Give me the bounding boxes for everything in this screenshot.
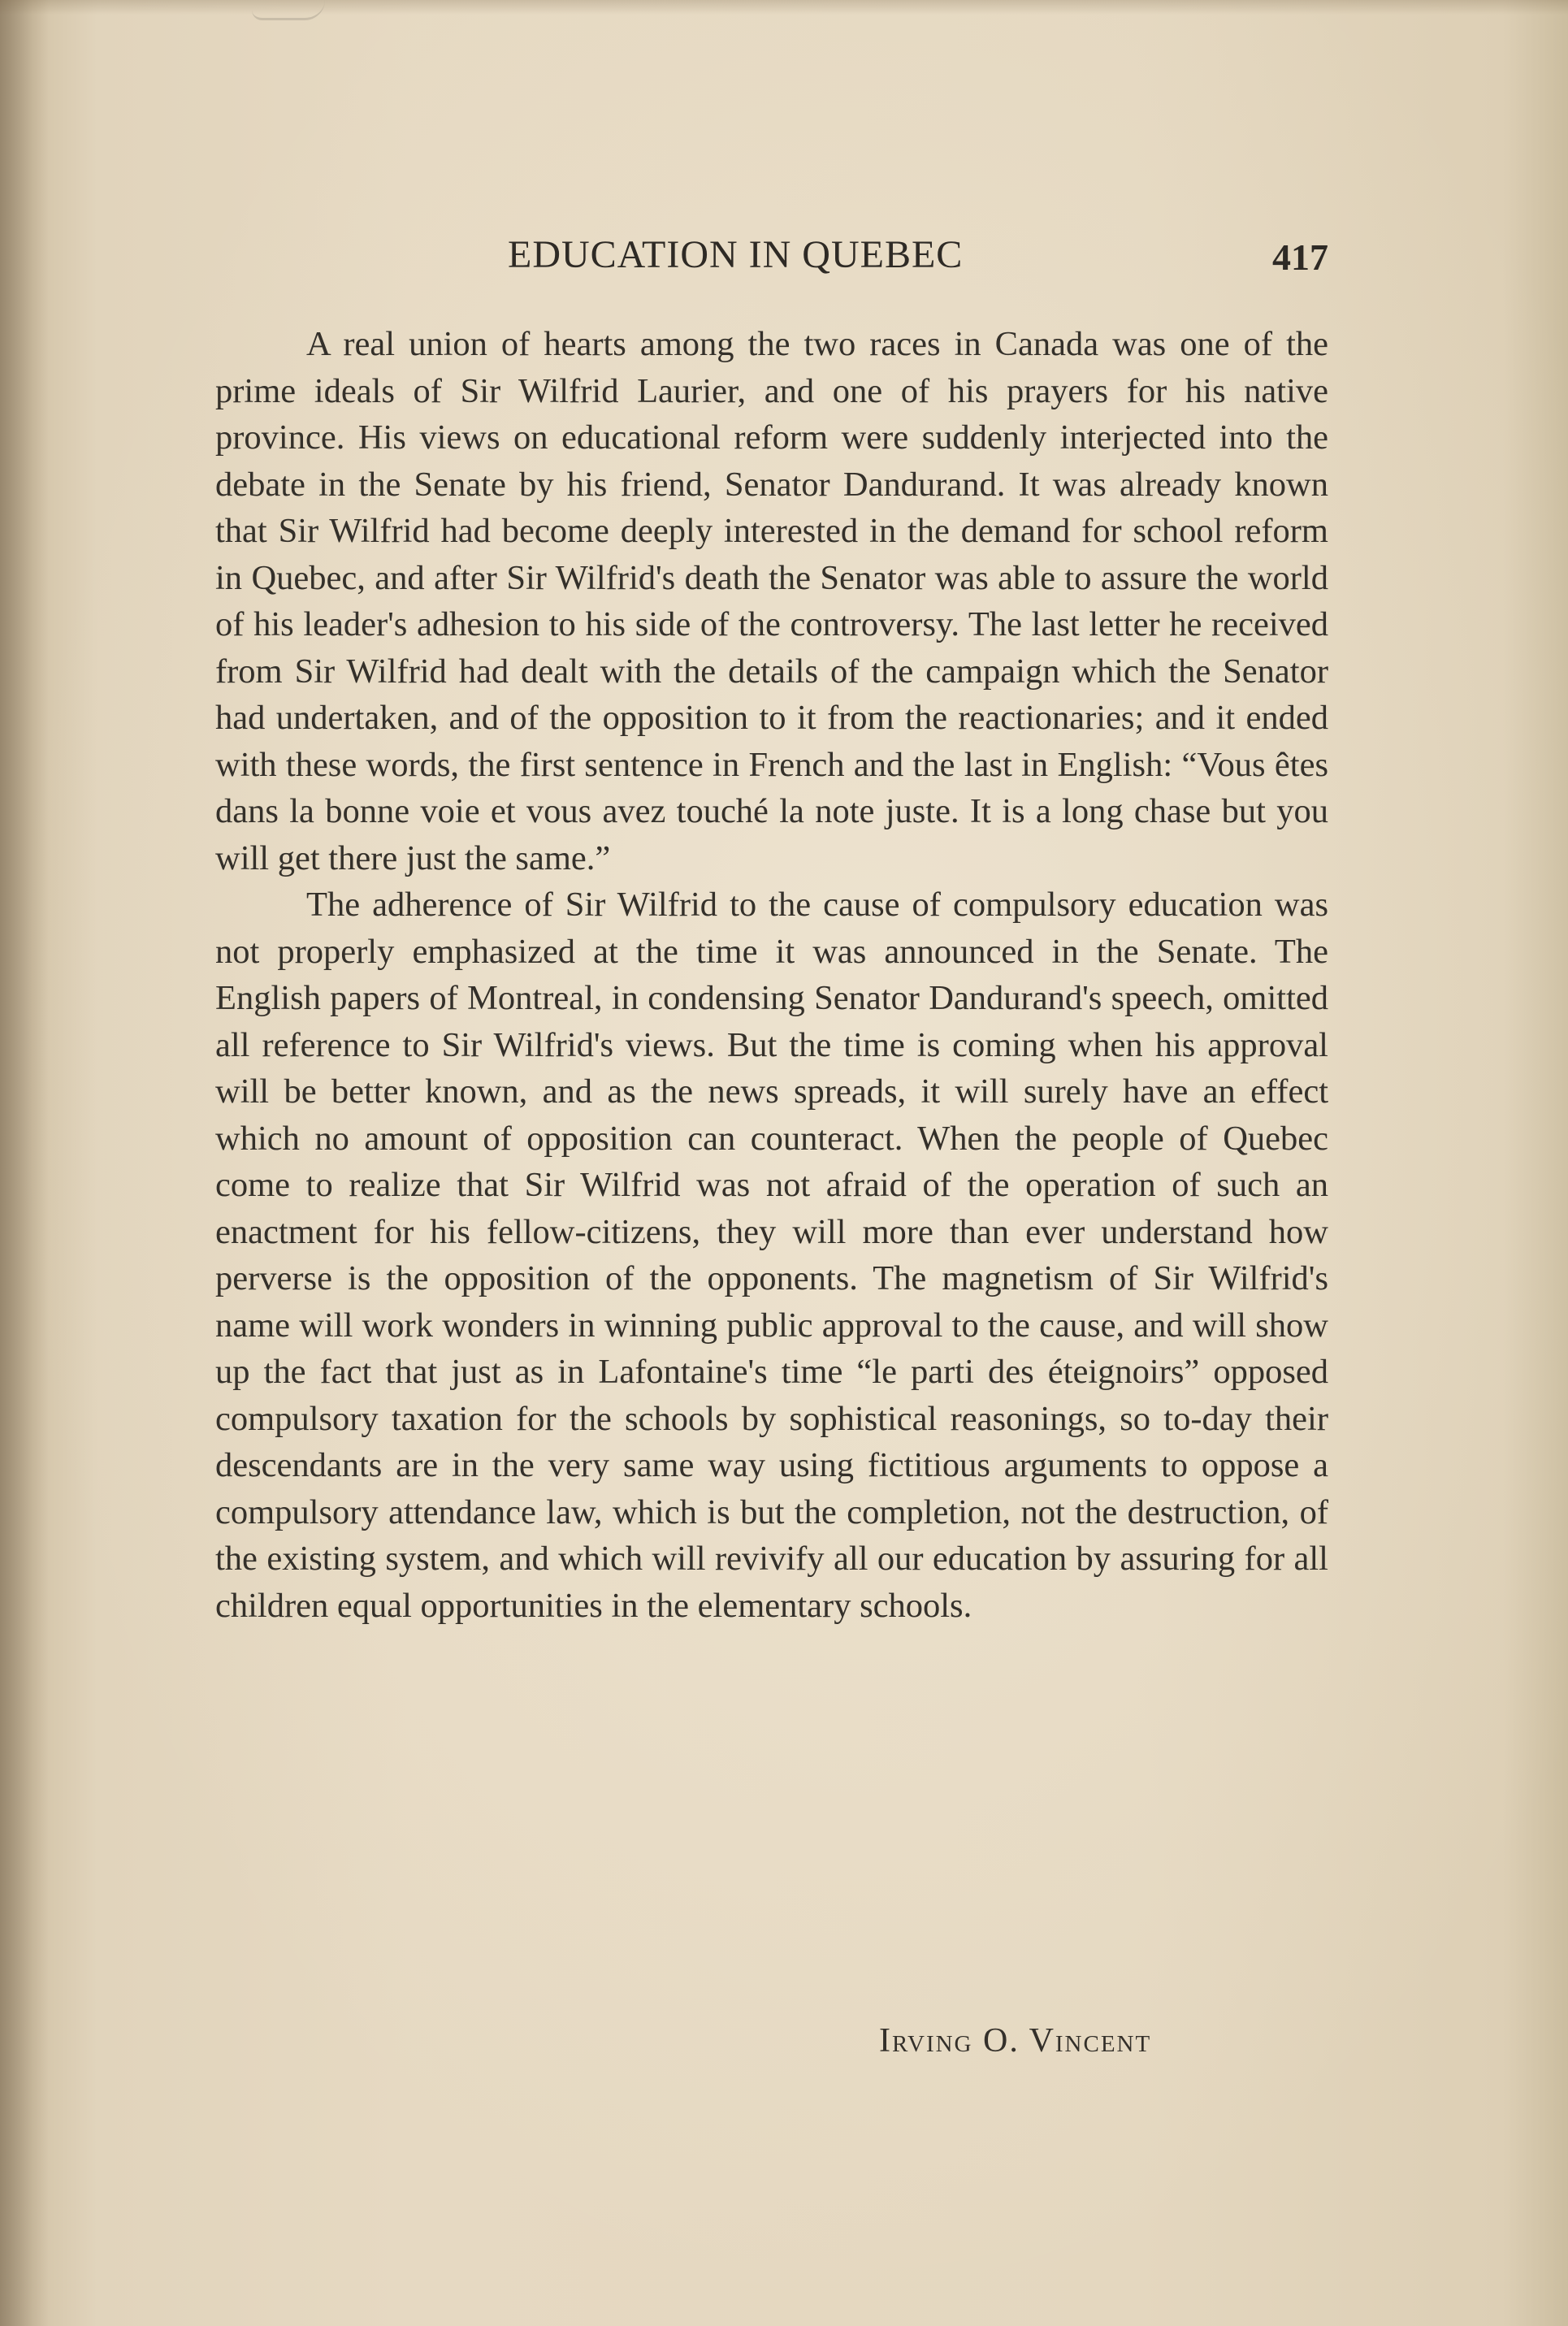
paragraph-2: The adherence of Sir Wilfrid to the cause of compulsory education was not properly emphasized at the time it was announced in the Senate. The English papers of Montreal, in condensing Senator Dandurand's speech, omitted all reference to Sir Wilfrid's views. But the time is coming when his approval will be better known, and as the news spreads, it will surely have an effect which no amount of opposition can counteract. When the people of Quebec come to realize that Sir Wilfrid was not afraid of the operation of such an enactment for his fellow-citizens, they will more than ever understand how perverse is the opposition of the opponents. The magnetism of Sir Wilfrid's name will work wonders in winning public approval to the cause, and will show up the fact that just as in Lafontaine's time “le parti des éteignoirs” opposed compulsory taxation for the schools by sophistical reasonings, so to-day their descendants are in the very same way using fictitious arguments to oppose a compulsory attendance law, which is but the completion, not the destruction, of the existing system, and which will revivify all our education by assuring for all children equal opportunities in the elementary schools.: [215, 886, 1328, 1625]
author-signature: Irving O. Vincent: [879, 2022, 1152, 2060]
paragraph-1: A real union of hearts among the two races in Canada was one of the prime ideals of Sir Wilfrid Laurier, and one of his prayers for his native province. His views on educational reform were suddenly interjected into the debate in the Senate by his friend, Senator Dandurand. It was already known that Sir Wilfrid had become deeply interested in the demand for school reform in Quebec, and after Sir Wilfrid's death the Senator was able to assure the world of his leader's adhesion to his side of the controversy. The last letter he received from Sir Wilfrid had dealt with the details of the campaign which the Senator had undertaken, and of the opposition to it from the reactionaries; and it ended with these words, the first sentence in French and the last in English: “Vous êtes dans la bonne voie et vous avez touché la note juste. It is a long chase but you will get there just the same.”: [215, 325, 1328, 877]
page-number: 417: [1272, 236, 1328, 278]
page-header: [215, 227, 1328, 292]
binding-gutter-shadow: [0, 0, 49, 2326]
running-head: EDUCATION IN QUEBEC: [508, 233, 964, 276]
paper-crease-mark: [252, 0, 325, 20]
body-text: [215, 321, 1328, 1629]
page-top-edge: [0, 0, 1568, 15]
